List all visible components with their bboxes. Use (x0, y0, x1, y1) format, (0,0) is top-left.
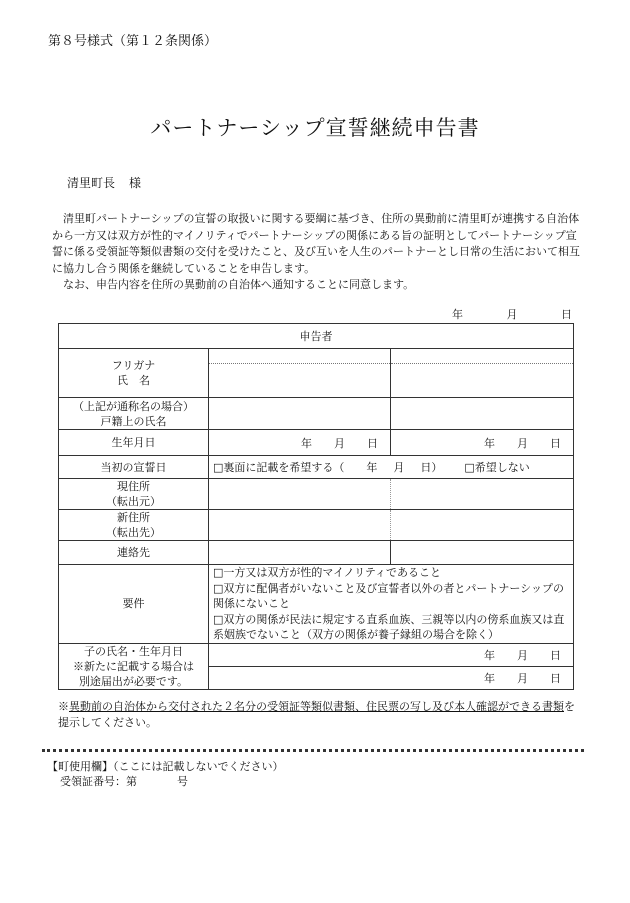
birthdate-year-1: 年 (301, 436, 312, 450)
child-month-2: 月 (517, 671, 528, 685)
receipt-suffix: 号 (177, 775, 188, 788)
new-address-text: 新住所 (117, 511, 150, 524)
birthdate-month-2: 月 (517, 436, 528, 450)
new-address-field-1[interactable] (209, 510, 391, 541)
koseki-name-field-1[interactable] (209, 398, 391, 430)
alias-note: （上記が通称名の場合） (73, 399, 194, 413)
consent-paragraph: なお、申告内容を住所の異動前の自治体へ通知することに同意します。 (63, 278, 415, 291)
child-month-1: 月 (517, 648, 528, 662)
child-row-2[interactable] (209, 666, 574, 689)
current-address-field-2[interactable] (391, 479, 574, 510)
current-address-text: 現住所 (117, 480, 150, 493)
note-suffix: を提示してください。 (58, 700, 575, 729)
document-title: パートナーシップ宣誓継続申告書 (150, 116, 480, 140)
birthdate-field-1[interactable] (209, 430, 391, 456)
child-day-1: 日 (550, 648, 561, 662)
child-note-2: 別途届出が必要です。 (78, 674, 189, 688)
date-year: 年 (452, 308, 463, 321)
oath-option-record-checkbox[interactable]: □裏面に記載を希望する（ (213, 461, 345, 474)
oath-day: 日 (420, 461, 432, 474)
current-address-field-1[interactable] (209, 479, 391, 510)
table-header: 申告者 (59, 324, 574, 349)
oath-month: 月 (393, 461, 405, 474)
requirements-label: 要件 (59, 565, 209, 644)
receipt-prefix: 受領証番号：第 (60, 775, 137, 788)
declaration-text (52, 211, 580, 294)
contact-field-1[interactable] (209, 541, 391, 565)
child-row-1[interactable] (209, 643, 574, 666)
submission-date (452, 306, 572, 322)
current-address-sub: （転出元） (106, 495, 161, 508)
child-year-1: 年 (484, 648, 495, 662)
requirement-2-checkbox[interactable]: □双方に配偶者がいないこと及び宣誓者以外の者とパートナーシップの関係にないこと (213, 581, 564, 610)
declarant-table (58, 323, 574, 690)
date-month: 月 (506, 308, 518, 321)
furigana-field-2[interactable] (391, 349, 574, 364)
birthdate-field-2[interactable] (391, 430, 574, 456)
birthdate-month-1: 月 (334, 436, 345, 450)
required-documents-note (58, 699, 578, 731)
new-address-sub: （転出先） (106, 526, 161, 539)
declaration-paragraph: 清里町パートナーシップの宣誓の取扱いに関する要綱に基づき、住所の異動前に清里町が連携する自治体から一方又は双方が性的マイノリティでパートナーシップの関係にある旨の証明としてパートナーシップ宣誓に係る受領証等類似書類の交付を受けたこと、及び互いを人生のパートナーとし日常の生活において相互に協力し合う関係を継続していることを申告します。 (52, 212, 580, 275)
form-number: 第８号様式（第１２条関係） (48, 34, 218, 49)
birthdate-year-2: 年 (484, 436, 495, 450)
koseki-name-text: 戸籍上の氏名 (100, 414, 167, 428)
office-use-label: 【町使用欄】（ここには記載しないでください） (47, 760, 284, 773)
addressee (67, 174, 141, 191)
contact-label: 連絡先 (59, 541, 209, 565)
addressee-name: 清里町長 (67, 176, 116, 190)
requirements-list (209, 565, 574, 644)
name-label: 氏 名 (117, 374, 150, 387)
name-field-1[interactable] (209, 364, 391, 398)
oath-year: 年 (366, 461, 378, 474)
furigana-name-label (59, 349, 209, 398)
koseki-name-field-2[interactable] (391, 398, 574, 430)
contact-field-2[interactable] (391, 541, 574, 565)
current-address-label (59, 479, 209, 510)
furigana-field-1[interactable] (209, 349, 391, 364)
receipt-number (60, 773, 188, 789)
koseki-name-label (59, 398, 209, 430)
name-field-2[interactable] (391, 364, 574, 398)
note-underlined: 異動前の自治体から交付された２名分の受領証等類似書類、住民票の写し及び本人確認ができる書類 (69, 700, 564, 713)
child-label (59, 643, 209, 689)
addressee-honorific: 様 (129, 176, 142, 190)
requirement-3-checkbox[interactable]: □双方の関係が民法に規定する直系血族、三親等以内の傍系血族又は直系姻族でないこと（双方の関係が養子縁組の場合を除く） (213, 612, 565, 641)
new-address-field-2[interactable] (391, 510, 574, 541)
oath-close-paren: ） (431, 461, 443, 474)
initial-oath-field (209, 456, 574, 479)
child-note-1: ※新たに記載する場合は (73, 659, 194, 673)
birthdate-day-1: 日 (367, 436, 378, 450)
furigana-label: フリガナ (111, 359, 156, 372)
child-day-2: 日 (550, 671, 561, 685)
birthdate-label: 生年月日 (59, 430, 209, 456)
note-prefix: ※ (58, 700, 69, 713)
child-year-2: 年 (484, 671, 495, 685)
new-address-label (59, 510, 209, 541)
date-day: 日 (561, 308, 572, 321)
child-label-text: 子の氏名・生年月日 (84, 644, 183, 658)
office-use-separator (42, 749, 584, 752)
requirement-1-checkbox[interactable]: □一方又は双方が性的マイノリティであること (213, 566, 441, 579)
birthdate-day-2: 日 (550, 436, 561, 450)
oath-option-none-checkbox[interactable]: □希望しない (464, 461, 530, 474)
initial-oath-label: 当初の宣誓日 (59, 456, 209, 479)
